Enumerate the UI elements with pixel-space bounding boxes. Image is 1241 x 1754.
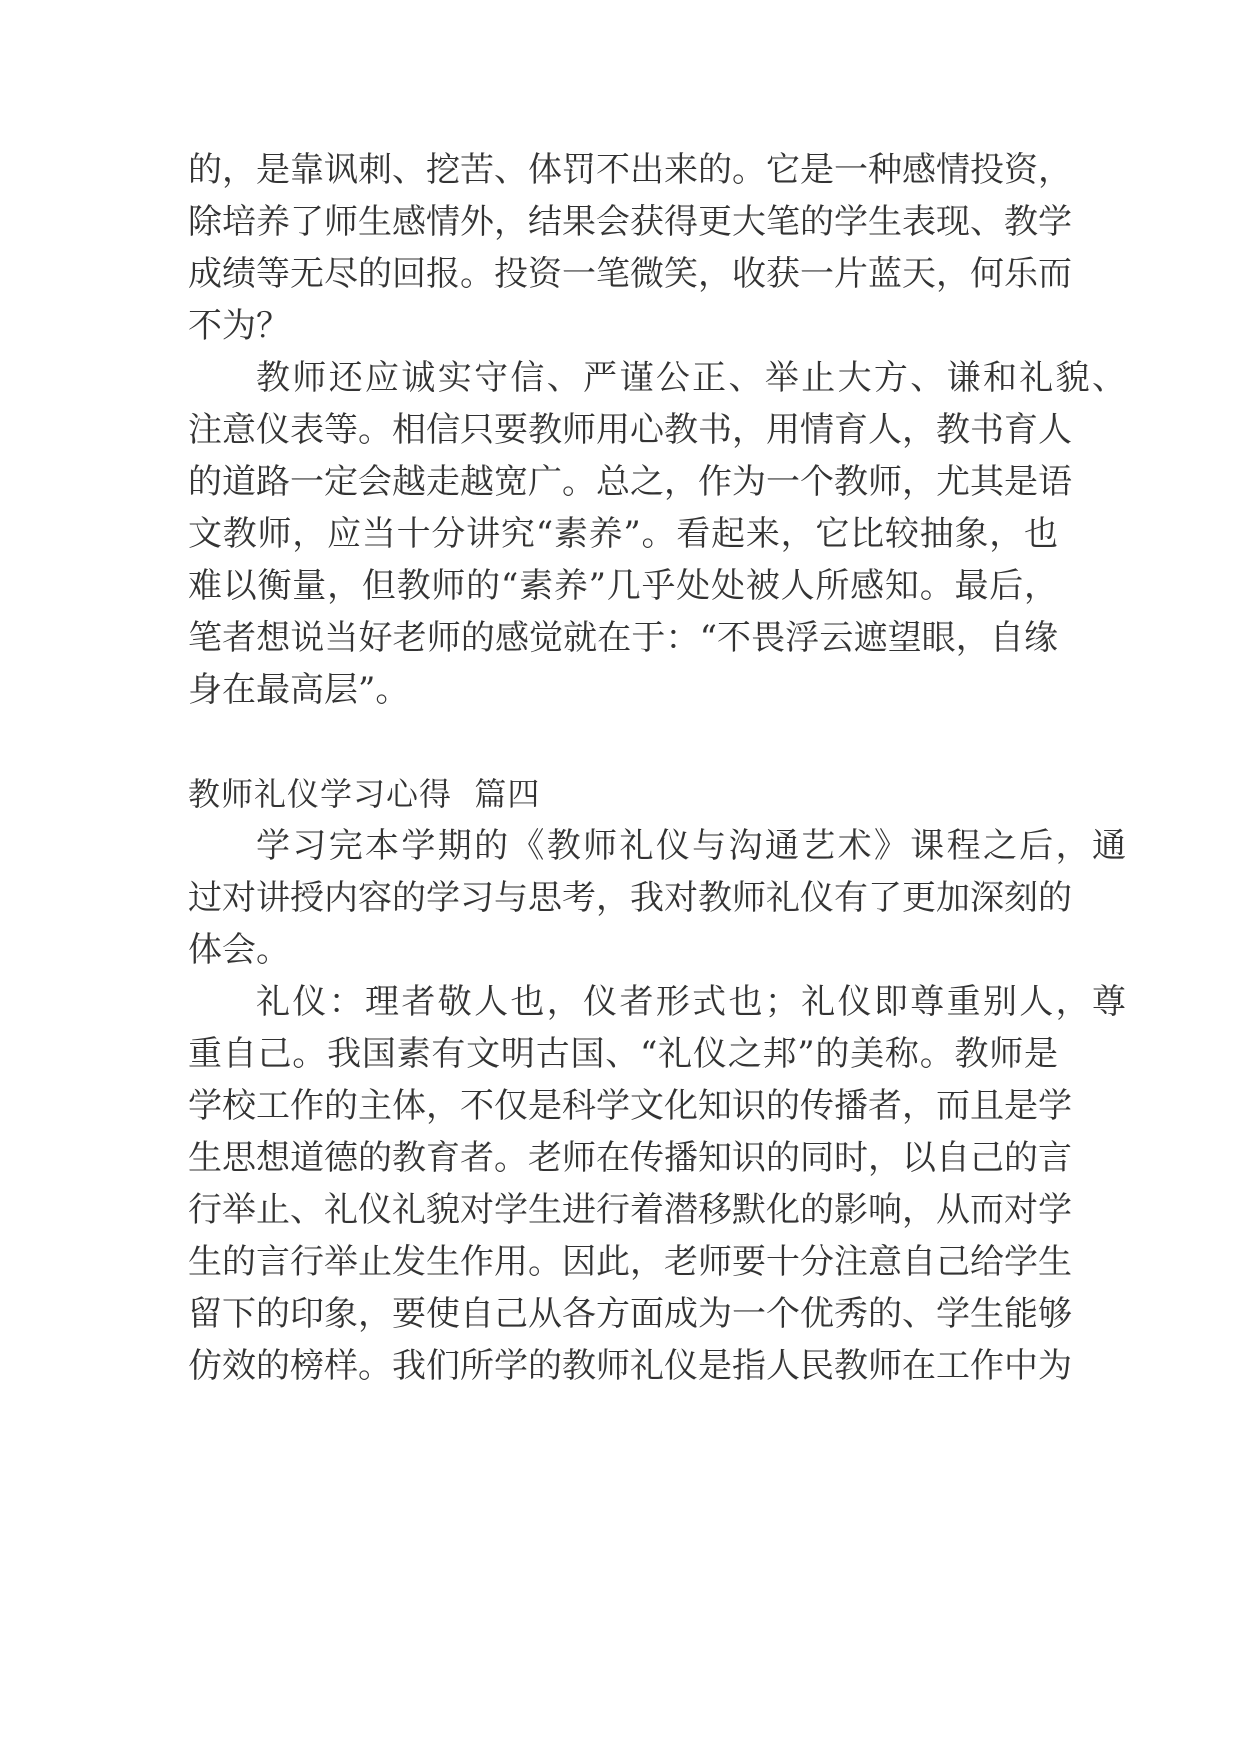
paragraph-first-line: 礼仪：理者敬人也，仪者形式也；礼仪即尊重别人，尊 (256, 982, 1126, 1022)
text-line: 体会。 (188, 930, 290, 970)
text-line: 注意仪表等。相信只要教师用心教书，用情育人，教书育人 (188, 410, 1072, 450)
text-line: 的道路一定会越走越宽广。总之，作为一个教师，尤其是语 (188, 462, 1072, 502)
text-line: 生的言行举止发生作用。因此，老师要十分注意自己给学生 (188, 1242, 1072, 1282)
text-line: 文教师，应当十分讲究“素养”。看起来，它比较抽象，也 (188, 514, 1058, 554)
text-line: 成绩等无尽的回报。投资一笔微笑，收获一片蓝天，何乐而 (188, 254, 1072, 294)
text-line: 不为？ (188, 306, 290, 346)
text-line: 过对讲授内容的学习与思考，我对教师礼仪有了更加深刻的 (188, 878, 1072, 918)
text-line: 学校工作的主体，不仅是科学文化知识的传播者，而且是学 (188, 1086, 1072, 1126)
text-line: 重自己。我国素有文明古国、“礼仪之邦”的美称。教师是 (188, 1034, 1058, 1074)
document-page (188, 0, 1126, 1754)
text-line: 的，是靠讽刺、挖苦、体罚不出来的。它是一种感情投资， (188, 150, 1072, 190)
paragraph-first-line: 教师还应诚实守信、严谨公正、举止大方、谦和礼貌、 (256, 358, 1126, 398)
text-line: 难以衡量，但教师的“素养”几乎处处被人所感知。最后， (188, 566, 1058, 606)
text-line: 仿效的榜样。我们所学的教师礼仪是指人民教师在工作中为 (188, 1346, 1072, 1386)
section-heading: 教师礼仪学习心得 篇四 (188, 775, 541, 813)
text-line: 生思想道德的教育者。老师在传播知识的同时，以自己的言 (188, 1138, 1072, 1178)
text-line: 行举止、礼仪礼貌对学生进行着潜移默化的影响，从而对学 (188, 1190, 1072, 1230)
paragraph-first-line: 学习完本学期的《教师礼仪与沟通艺术》课程之后，通 (256, 826, 1126, 866)
text-line: 留下的印象，要使自己从各方面成为一个优秀的、学生能够 (188, 1294, 1072, 1334)
text-line: 除培养了师生感情外，结果会获得更大笔的学生表现、教学 (188, 202, 1072, 242)
text-line: 身在最高层”。 (188, 670, 410, 710)
text-line: 笔者想说当好老师的感觉就在于：“不畏浮云遮望眼，自缘 (188, 618, 1058, 658)
